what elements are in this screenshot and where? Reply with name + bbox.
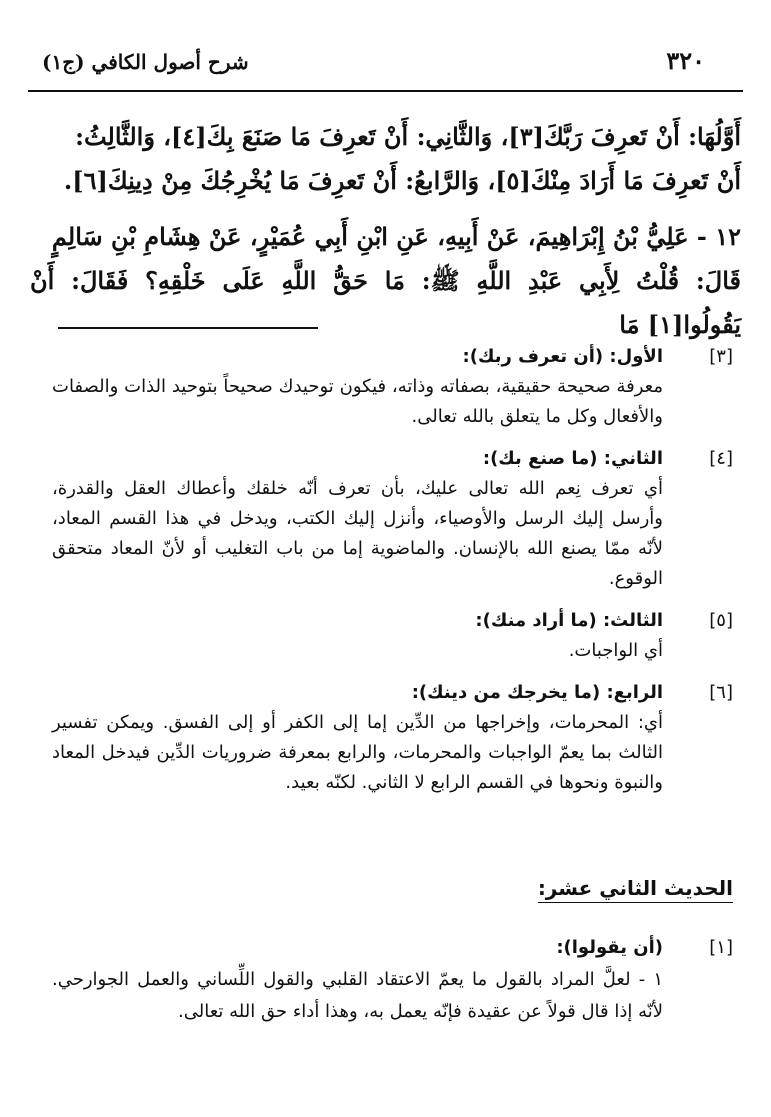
hadith-text	[30, 115, 741, 347]
note-number: [٥]	[709, 610, 733, 631]
note-1	[52, 932, 733, 1028]
note-title: الرابع: (ما يخرجك من دينك):	[411, 682, 663, 703]
note-title: الثاني: (ما صنع بك):	[482, 448, 663, 469]
note-number: [٤]	[709, 448, 733, 469]
note-body: معرفة صحيحة حقيقية، بصفاته وذاته، فيكون توحيدك صحيحاً بتوحيد الذات والصفات والأفعال وكل ما يتعلق بالله تعالى.	[52, 376, 663, 427]
commentary-notes	[52, 342, 733, 810]
note-body: ١ - لعلَّ المراد بالقول ما يعمّ الاعتقاد القلبي والقول اللِّساني والعمل الجوارحي. لأنّه إذا قال قولاً عن عقيدة فإنّه يعمل به، وهذا أداء حق الله تعالى.	[52, 969, 663, 1022]
hadith-line: قَالَ: قُلْتُ لِأَبِي عَبْدِ اللَّهِ ﷺ: مَا حَقُّ اللَّهِ عَلَى خَلْقِهِ؟ فَقَالَ: أَنْ يَقُولُوا[١] مَا	[30, 266, 741, 339]
footnote-separator	[58, 327, 318, 329]
section-heading: الحديث الثاني عشر:	[538, 876, 733, 903]
note-body: أي تعرف نِعم الله تعالى عليك، بأن تعرف أنّه خلقك وأعطاك العقل والقدرة، وأرسل إليك الرسل والأوصياء، وأنزل إليك الكتب، ويدخل في هذا القسم المعاد، لأنّه ممّا يصنع الله بالإنسان. والماضوية إما من باب التغليب أو لأنّ المعاد متحقق الوقوع.	[52, 478, 663, 589]
note-number: [٦]	[709, 682, 733, 703]
hadith-line: أَنْ تَعرِفَ مَا أَرَادَ مِنْكَ[٥]، وَالرَّابعُ: أَنْ تَعرِفَ مَا يُخْرِجُكَ مِنْ دِينِكَ[٦].	[63, 166, 741, 195]
hadith-12-notes	[52, 932, 733, 1040]
hadith-line: ١٢ - عَلِيُّ بْنُ إِبْرَاهِيمَ، عَنْ أَبِيهِ، عَنِ ابْنِ أَبِي عُمَيْرٍ، عَنْ هِشَامِ بْنِ سَالِمٍ	[51, 222, 741, 251]
note-body: أي: المحرمات، وإخراجها من الدِّين إما إلى الكفر أو إلى الفسق. ويمكن تفسير الثالث بما يعمّ الواجبات والمحرمات، والرابع بمعرفة ضروريات الدِّين فيدخل المعاد والنبوة ونحوها في القسم الرابع لا الثاني. لكنّه بعيد.	[52, 712, 663, 793]
page-header	[28, 38, 743, 92]
note-title: الثالث: (ما أراد منك):	[475, 610, 663, 631]
note-title: (أن يقولوا):	[556, 937, 663, 958]
hadith-line: أَوَّلُهَا: أَنْ تَعرِفَ رَبَّكَ[٣]، وَالثَّانِي: أَنْ تَعرِفَ مَا صَنَعَ بِكَ[٤]، وَالثَّالِثُ:	[75, 122, 741, 151]
book-title: شرح أصول الكافي (ج١)	[42, 50, 249, 74]
note-number: [١]	[709, 937, 733, 958]
page-number: ٣٢٠	[666, 46, 705, 75]
note-3	[52, 342, 733, 432]
note-number: [٣]	[709, 346, 733, 367]
note-6	[52, 678, 733, 798]
note-4	[52, 444, 733, 594]
note-5	[52, 606, 733, 666]
note-title: الأول: (أن تعرف ربك):	[462, 346, 663, 367]
note-body: أي الواجبات.	[568, 640, 663, 661]
